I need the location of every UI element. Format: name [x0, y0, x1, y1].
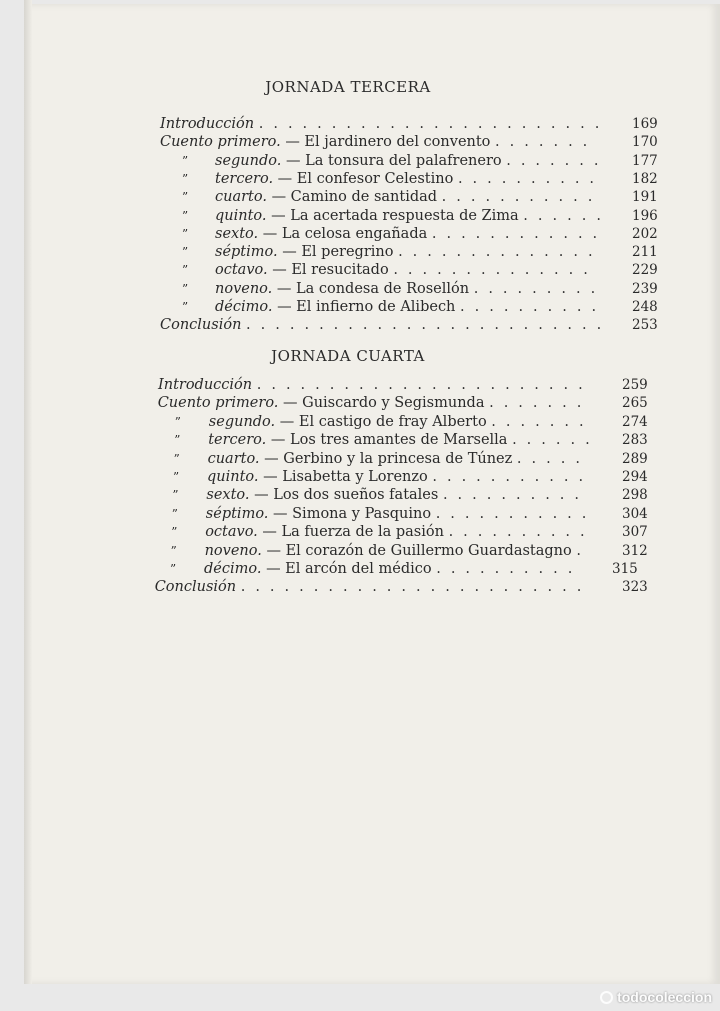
- ditto-mark: ”: [171, 507, 178, 521]
- toc-entry: [215, 280, 605, 298]
- ditto-mark: ”: [174, 415, 181, 429]
- entry-label: quinto.: [207, 469, 259, 485]
- leader-dots: ..............: [398, 244, 603, 260]
- toc-entry: [209, 413, 594, 431]
- entry-title: — El jardinero del convento: [285, 134, 491, 150]
- entry-label: Introducción: [158, 377, 253, 393]
- entry-title: — El resucitado: [272, 262, 389, 278]
- leader-dots: ..........: [457, 171, 605, 187]
- entry-title: — El castigo de fray Alberto: [279, 414, 487, 430]
- entry-title: — Simona y Pasquino: [273, 506, 432, 522]
- toc-entry: [160, 115, 609, 133]
- leader-dots: .......: [506, 153, 609, 169]
- page-number: 323: [622, 579, 648, 595]
- section-heading: JORNADA TERCERA: [265, 78, 431, 96]
- entry-label: Introducción: [160, 116, 255, 132]
- ditto-mark: ”: [173, 470, 180, 484]
- entry-label: Conclusión: [160, 317, 242, 333]
- ditto-mark: ”: [182, 172, 189, 186]
- toc-entry: [160, 316, 611, 334]
- entry-title: — El arcón del médico: [266, 561, 432, 577]
- entry-label: cuarto.: [207, 451, 260, 467]
- entry-title: — La condesa de Rosellón: [276, 281, 470, 297]
- ditto-mark: ”: [170, 544, 177, 558]
- leader-dots: ..........: [448, 524, 595, 540]
- page-number: 169: [632, 116, 658, 132]
- page-number: 283: [622, 432, 648, 448]
- entry-label: Cuento primero.: [157, 395, 279, 411]
- page-number: 229: [632, 262, 658, 278]
- entry-label: noveno.: [204, 543, 262, 559]
- leader-dots: .........................: [246, 317, 612, 333]
- leader-dots: ........................: [258, 116, 610, 132]
- entry-title: — La celosa engañada: [262, 226, 428, 242]
- page-number: 304: [622, 506, 648, 522]
- toc-entry: [204, 560, 582, 578]
- ditto-mark: ”: [182, 300, 189, 314]
- entry-label: cuarto.: [215, 189, 267, 205]
- entry-title: — La acertada respuesta de Zima: [271, 208, 519, 224]
- toc-entry: [205, 542, 591, 560]
- toc-entry: [158, 394, 592, 412]
- leader-dots: ..........: [460, 299, 607, 315]
- entry-label: octavo.: [215, 262, 268, 278]
- page-number: 177: [632, 153, 658, 169]
- toc-entry: [215, 225, 607, 243]
- entry-title: — Los dos sueños fatales: [254, 487, 439, 503]
- toc-entry: [215, 261, 598, 279]
- page-number: 253: [632, 317, 658, 333]
- toc-entry: [160, 133, 597, 151]
- toc-entry: [207, 468, 593, 486]
- leader-dots: ......: [512, 432, 600, 448]
- leader-dots: .: [576, 543, 591, 559]
- leader-dots: ......: [523, 208, 611, 224]
- page-number: 294: [622, 469, 648, 485]
- toc-entry: [215, 207, 611, 225]
- entry-label: décimo.: [215, 299, 273, 315]
- entry-label: octavo.: [205, 524, 258, 540]
- leader-dots: ...........: [441, 189, 603, 205]
- entry-title: — Lisabetta y Lorenzo: [263, 469, 428, 485]
- entry-label: tercero.: [215, 171, 274, 187]
- toc-entry: [208, 431, 600, 449]
- leader-dots: .......................: [256, 377, 593, 393]
- page-number: 265: [622, 395, 648, 411]
- ditto-mark: ”: [182, 209, 189, 223]
- ditto-mark: ”: [170, 562, 177, 576]
- entry-label: segundo.: [215, 153, 282, 169]
- leader-dots: .......: [491, 414, 594, 430]
- ditto-mark: ”: [182, 282, 189, 296]
- entry-label: Cuento primero.: [160, 134, 281, 150]
- page-number: 239: [632, 281, 658, 297]
- entry-label: segundo.: [208, 414, 276, 430]
- entry-label: séptimo.: [215, 244, 278, 260]
- entry-title: — La tonsura del palafrenero: [285, 153, 502, 169]
- leader-dots: .......: [495, 134, 598, 150]
- page-number: 211: [632, 244, 658, 260]
- ditto-mark: ”: [182, 263, 189, 277]
- entry-title: — Guiscardo y Segismunda: [283, 395, 485, 411]
- page-number: 289: [622, 451, 648, 467]
- leader-dots: ............: [431, 226, 608, 242]
- entry-title: — El confesor Celestino: [277, 171, 454, 187]
- toc-entry: [215, 243, 603, 261]
- page-number: 170: [632, 134, 658, 150]
- entry-title: — El peregrino: [282, 244, 394, 260]
- entry-title: — El corazón de Guillermo Guardastagno: [266, 543, 572, 559]
- section-heading: JORNADA CUARTA: [271, 347, 425, 365]
- entry-title: — Los tres amantes de Marsella: [270, 432, 508, 448]
- entry-label: noveno.: [215, 281, 273, 297]
- page-number: 196: [632, 208, 658, 224]
- entry-label: séptimo.: [205, 506, 269, 522]
- leader-dots: .........: [473, 281, 606, 297]
- leader-dots: ..............: [393, 262, 598, 278]
- watermark-text: todocoleccion: [617, 989, 712, 1005]
- toc-entry: [155, 578, 592, 596]
- ditto-mark: ”: [174, 433, 181, 447]
- leader-dots: .....: [516, 451, 590, 467]
- page-number: 248: [632, 299, 658, 315]
- entry-label: Conclusión: [154, 579, 237, 595]
- watermark: [600, 989, 712, 1005]
- entry-label: sexto.: [206, 487, 250, 503]
- toc-entry: [206, 505, 597, 523]
- entry-label: tercero.: [208, 432, 267, 448]
- entry-label: sexto.: [215, 226, 259, 242]
- page-number: 274: [622, 414, 648, 430]
- toc-entry: [215, 298, 606, 316]
- leader-dots: ..........: [442, 487, 590, 503]
- leader-dots: ........................: [240, 579, 592, 595]
- toc-entry: [208, 450, 590, 468]
- page-number: 312: [622, 543, 648, 559]
- ditto-mark: ”: [172, 488, 179, 502]
- ditto-mark: ”: [173, 452, 180, 466]
- leader-dots: ...........: [432, 469, 594, 485]
- page-number: 307: [622, 524, 648, 540]
- toc-entry: [215, 152, 608, 170]
- leader-dots: .......: [489, 395, 592, 411]
- page-edge: [24, 0, 32, 984]
- ditto-mark: ”: [182, 190, 189, 204]
- page-number: 259: [622, 377, 648, 393]
- ditto-mark: ”: [182, 154, 189, 168]
- leader-dots: ...........: [435, 506, 597, 522]
- page-number: 298: [622, 487, 648, 503]
- page-number: 315: [612, 561, 638, 577]
- watermark-logo-icon: [600, 991, 613, 1004]
- entry-title: — La fuerza de la pasión: [262, 524, 444, 540]
- toc-entry: [206, 486, 589, 504]
- entry-title: — El infierno de Alibech: [277, 299, 456, 315]
- entry-title: — Gerbino y la princesa de Túnez: [264, 451, 513, 467]
- ditto-mark: ”: [182, 227, 189, 241]
- entry-label: quinto.: [215, 208, 267, 224]
- page-number: 202: [632, 226, 658, 242]
- page-number: 182: [632, 171, 658, 187]
- page-number: 191: [632, 189, 658, 205]
- toc-entry: [158, 376, 593, 394]
- entry-title: — Camino de santidad: [271, 189, 438, 205]
- toc-entry: [215, 170, 604, 188]
- entry-label: décimo.: [204, 561, 262, 577]
- toc-entry: [215, 188, 602, 206]
- leader-dots: ..........: [436, 561, 583, 577]
- ditto-mark: ”: [171, 525, 178, 539]
- toc-entry: [205, 523, 594, 541]
- ditto-mark: ”: [182, 245, 189, 259]
